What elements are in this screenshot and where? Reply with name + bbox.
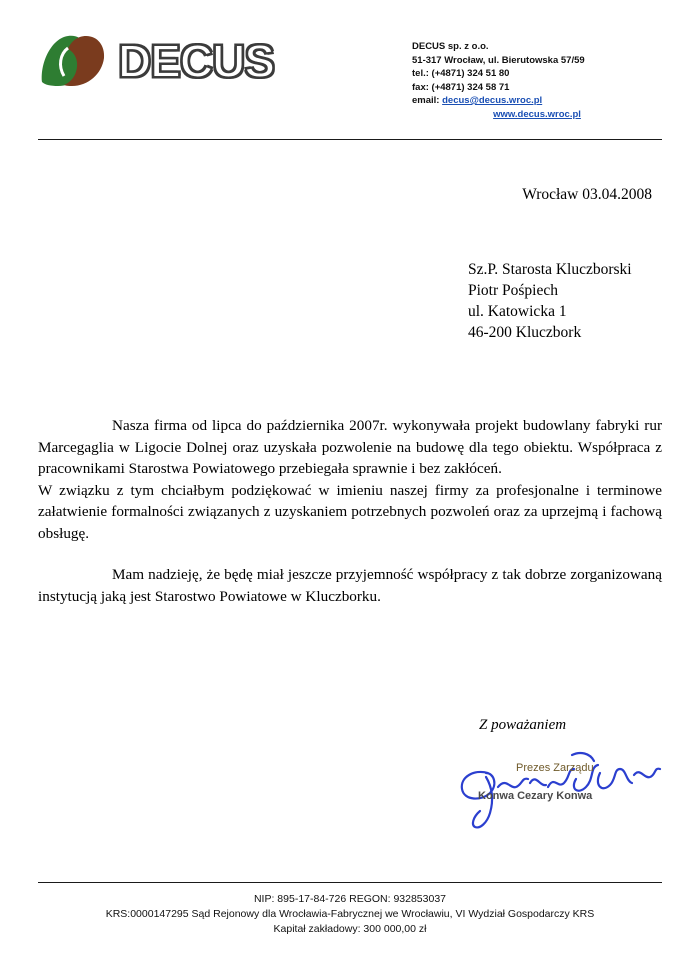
logo-wordmark: DECUS — [118, 35, 275, 87]
company-logo — [38, 32, 274, 90]
footer-divider — [38, 882, 662, 883]
footer-line-1: NIP: 895-17-84-726 REGON: 932853037 — [253, 893, 447, 905]
paragraph-spacer — [38, 544, 662, 564]
handwritten-signature-icon — [444, 743, 684, 833]
date-line: Wrocław 03.04.2008 — [522, 186, 652, 203]
body-paragraph-1: Nasza firma od lipca do października 2007r. wykonywała projekt budowlany fabryki rur Marcegaglia w Ligocie Dolnej oraz uzyskała pozwolenie na budowę dla tego obiektu. Współpraca z pracownikami Starostwa Powiatowego przebiegała sprawnie i bez zakłóceń. — [38, 417, 662, 477]
email-label: email: — [412, 95, 440, 106]
company-address: 51-317 Wrocław, ul. Bierutowska 57/59 — [412, 54, 585, 66]
body-paragraph-3: Mam nadzieję, że będę miał jeszcze przyjemność współpracy z tak dobrze zorganizowaną instytucją jaką jest Starostwo Powiatowe w Kluczborku. — [38, 566, 662, 605]
letter-body — [38, 415, 662, 607]
signature-regards: Z poważaniem — [479, 717, 567, 733]
header-divider — [38, 139, 662, 140]
decus-logo-icon — [38, 32, 114, 90]
company-website-row — [412, 108, 662, 122]
footer-line-3: Kapitał zakładowy: 300 000,00 zł — [273, 923, 427, 935]
addressee-block — [468, 259, 662, 343]
company-contact-info — [412, 40, 662, 121]
company-tel: tel.: (+4871) 324 51 80 — [412, 68, 510, 79]
company-email-link[interactable]: decus@decus.wroc.pl — [442, 95, 543, 106]
body-paragraph-2: W związku z tym chciałbym podziękować w imieniu naszej firmy za profesjonalne i terminowe załatwienie formalności związanych z uzyskaniem potrzebnych pozwoleń oraz za uprzejmą i fachową obsługę. — [38, 481, 662, 542]
company-email-row — [412, 94, 662, 108]
footer-line-2: KRS:0000147295 Sąd Rejonowy dla Wrocławia-Fabrycznej we Wrocławiu, VI Wydział Gospodarczy KRS — [105, 908, 595, 920]
company-name: DECUS sp. z o.o. — [412, 41, 489, 52]
addressee-line: Sz.P. Starosta Kluczborski — [468, 261, 632, 278]
signature-block — [38, 717, 662, 837]
letterhead — [38, 0, 662, 121]
company-fax: fax: (+4871) 324 58 71 — [412, 81, 510, 93]
signature-name: Konwa Cezary Konwa — [478, 790, 593, 802]
company-website-link[interactable]: www.decus.wroc.pl — [493, 108, 581, 120]
addressee-line: 46-200 Kluczbork — [468, 324, 582, 341]
footer — [38, 882, 662, 937]
signature-title: Prezes Zarządu — [516, 762, 594, 774]
addressee-line: Piotr Pośpiech — [468, 282, 558, 299]
addressee-line: ul. Katowicka 1 — [468, 303, 567, 320]
